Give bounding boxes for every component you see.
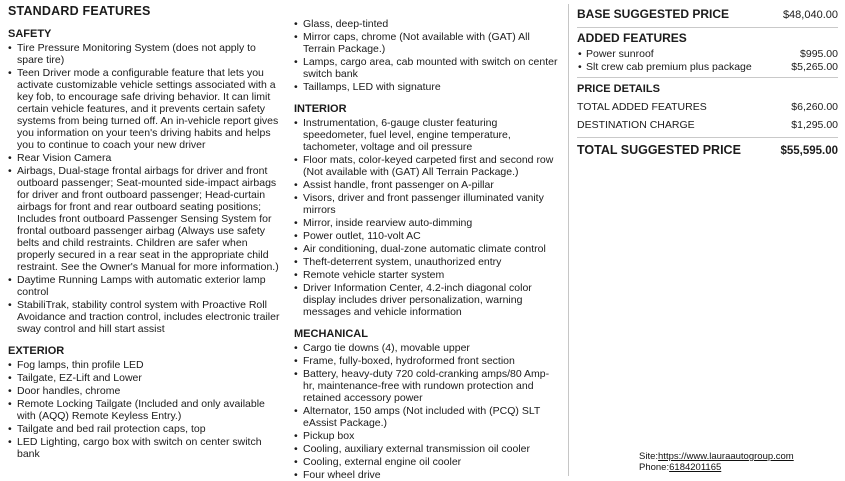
total-price-row bbox=[577, 143, 838, 157]
detail-label: TOTAL ADDED FEATURES bbox=[577, 101, 707, 113]
feature-item: • StabiliTrak, stability control system with Proactive Roll Avoidance and traction control, includes electronic trailer sway control and hill start assist bbox=[8, 299, 284, 335]
site-link[interactable]: https://www.lauraautogroup.com bbox=[658, 451, 794, 462]
features-column-2 bbox=[294, 4, 560, 481]
feature-item: • Driver Information Center, 4.2-inch diagonal color display includes driver personalization, warning messages and vehicle information bbox=[294, 282, 560, 318]
exterior-feature-list-continued bbox=[294, 18, 560, 93]
site-label: Site: bbox=[639, 451, 659, 462]
feature-item: • Frame, fully-boxed, hydroformed front section bbox=[294, 355, 560, 367]
feature-item: • Mirror, inside rearview auto-dimming bbox=[294, 217, 560, 229]
feature-item: • Taillamps, LED with signature bbox=[294, 81, 560, 93]
added-features-heading: ADDED FEATURES bbox=[577, 31, 687, 45]
added-feature-label: • Power sunroof bbox=[577, 48, 654, 61]
feature-item: • Battery, heavy-duty 720 cold-cranking amps/80 Amp-hr, maintenance-free with rundown protection and retained accessory power bbox=[294, 368, 560, 404]
price-details-heading: PRICE DETAILS bbox=[577, 83, 660, 95]
exterior-feature-list bbox=[8, 359, 284, 460]
phone-label: Phone: bbox=[639, 462, 670, 473]
section-heading-interior: INTERIOR bbox=[294, 103, 347, 115]
feature-item: • Daytime Running Lamps with automatic exterior lamp control bbox=[8, 274, 284, 298]
feature-item: • Rear Vision Camera bbox=[8, 152, 284, 164]
feature-item: • Cooling, external engine oil cooler bbox=[294, 456, 560, 468]
section-interior bbox=[294, 103, 560, 318]
feature-item: • Floor mats, color-keyed carpeted first and second row (Not available with (GAT) All Terrain Package.) bbox=[294, 154, 560, 178]
detail-label: DESTINATION CHARGE bbox=[577, 119, 695, 131]
divider bbox=[577, 137, 838, 138]
feature-item: • Instrumentation, 6-gauge cluster featuring speedometer, fuel level, engine temperature, tachometer, voltage and oil pressure bbox=[294, 117, 560, 153]
feature-item: • Assist handle, front passenger on A-pillar bbox=[294, 179, 560, 191]
added-feature-row bbox=[577, 48, 838, 61]
price-detail-row bbox=[577, 116, 838, 134]
section-heading-mechanical: MECHANICAL bbox=[294, 328, 368, 340]
divider bbox=[577, 27, 838, 28]
added-feature-value: $995.00 bbox=[800, 48, 838, 60]
feature-item: • Glass, deep-tinted bbox=[294, 18, 560, 30]
price-detail-row bbox=[577, 98, 838, 116]
feature-item: • LED Lighting, cargo box with switch on center switch bank bbox=[8, 436, 284, 460]
detail-value: $1,295.00 bbox=[791, 119, 838, 131]
feature-item: • Airbags, Dual-stage frontal airbags for driver and front outboard passenger; Seat-mounted side-impact airbags for driver and front outboard passenger; Head-curtain airbags for front and rear outboard seating positions; Includes front outboard Passenger Sensing System for frontal outboard passenger airbag (Always use safety belts and child restraints. Children are safer when properly secured in a rear seat in the appropriate child restraint. See the Owner's Manual for more information.) bbox=[8, 165, 284, 273]
section-heading-exterior: EXTERIOR bbox=[8, 345, 65, 357]
added-feature-label: • Slt crew cab premium plus package bbox=[577, 61, 752, 74]
feature-item: • Visors, driver and front passenger illuminated vanity mirrors bbox=[294, 192, 560, 216]
feature-item: • Remote vehicle starter system bbox=[294, 269, 560, 281]
added-feature-value: $5,265.00 bbox=[791, 61, 838, 73]
feature-item: • Alternator, 150 amps (Not included with (PCQ) SLT eAssist Package.) bbox=[294, 405, 560, 429]
feature-item: • Four wheel drive bbox=[294, 469, 560, 481]
feature-item: • Remote Locking Tailgate (Included and only available with (AQQ) Remote Keyless Entry.) bbox=[8, 398, 284, 422]
base-price-row bbox=[577, 6, 838, 24]
features-column-1 bbox=[8, 4, 284, 476]
feature-item: • Mirror caps, chrome (Not available with (GAT) All Terrain Package.) bbox=[294, 31, 560, 55]
phone-line bbox=[639, 462, 794, 473]
feature-item: • Door handles, chrome bbox=[8, 385, 284, 397]
section-exterior bbox=[8, 345, 284, 460]
feature-item: • Tailgate and bed rail protection caps, top bbox=[8, 423, 284, 435]
feature-item: • Tailgate, EZ-Lift and Lower bbox=[8, 372, 284, 384]
page-title: STANDARD FEATURES bbox=[8, 4, 151, 18]
pricing-panel bbox=[568, 4, 845, 476]
mechanical-feature-list bbox=[294, 342, 560, 481]
feature-item: • Cooling, auxiliary external transmission oil cooler bbox=[294, 443, 560, 455]
feature-item: • Teen Driver mode a configurable feature that lets you activate customizable vehicle settings associated with a key fob, to encourage safe driving behavior. It can limit certain vehicle features, and it prevents certain safety systems from being turned off. An in-vehicle report gives you information on your teen's driving habits and helps you to continue to coach your new driver bbox=[8, 67, 284, 151]
feature-item: • Power outlet, 110-volt AC bbox=[294, 230, 560, 242]
total-price-value: $55,595.00 bbox=[780, 145, 838, 157]
interior-feature-list bbox=[294, 117, 560, 318]
added-feature-row bbox=[577, 61, 838, 74]
feature-item: • Fog lamps, thin profile LED bbox=[8, 359, 284, 371]
section-mechanical bbox=[294, 328, 560, 481]
divider bbox=[577, 77, 838, 78]
feature-item: • Pickup box bbox=[294, 430, 560, 442]
dealer-contact bbox=[639, 451, 794, 473]
base-price-value: $48,040.00 bbox=[782, 9, 838, 21]
feature-item: • Theft-deterrent system, unauthorized entry bbox=[294, 256, 560, 268]
site-line bbox=[639, 451, 794, 462]
feature-item: • Air conditioning, dual-zone automatic climate control bbox=[294, 243, 560, 255]
safety-feature-list bbox=[8, 42, 284, 335]
feature-item: • Lamps, cargo area, cab mounted with switch on center switch bank bbox=[294, 56, 560, 80]
total-price-label: TOTAL SUGGESTED PRICE bbox=[577, 143, 741, 157]
section-heading-safety: SAFETY bbox=[8, 28, 52, 40]
section-safety bbox=[8, 28, 284, 335]
base-price-label: BASE SUGGESTED PRICE bbox=[577, 7, 730, 21]
detail-value: $6,260.00 bbox=[791, 101, 838, 113]
feature-item: • Tire Pressure Monitoring System (does not apply to spare tire) bbox=[8, 42, 284, 66]
phone-link[interactable]: 6184201165 bbox=[669, 462, 722, 473]
feature-item: • Cargo tie downs (4), movable upper bbox=[294, 342, 560, 354]
